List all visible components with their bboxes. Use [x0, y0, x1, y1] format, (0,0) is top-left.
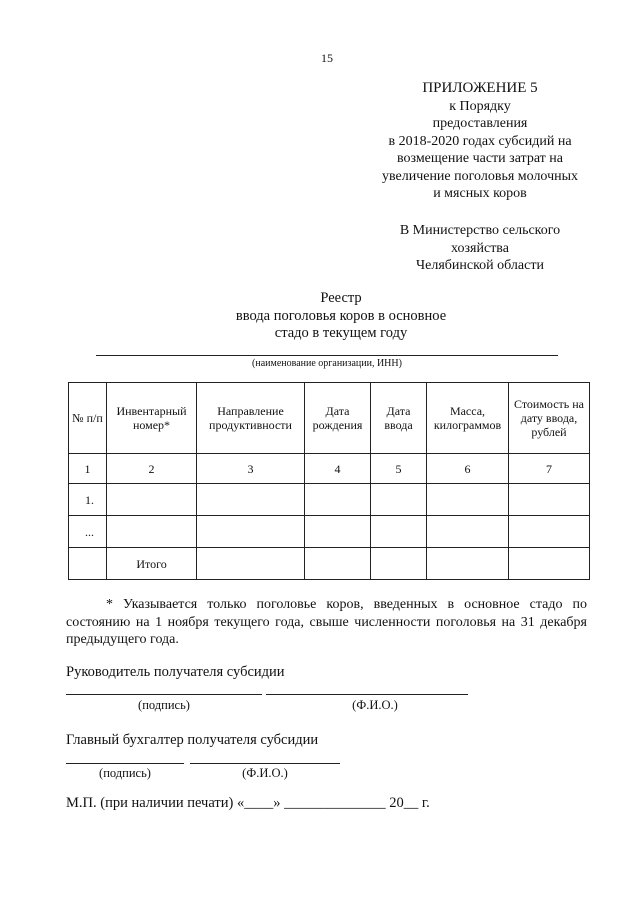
addressee-block [360, 222, 600, 275]
column-number: 6 [427, 454, 509, 484]
column-number-row [69, 454, 590, 484]
column-number: 3 [197, 454, 305, 484]
column-number: 5 [371, 454, 427, 484]
table-cell[interactable] [107, 484, 197, 516]
total-label: Итого [107, 548, 197, 580]
addressee-line: Челябинской области [416, 258, 544, 273]
table-cell[interactable] [371, 548, 427, 580]
header-cell: Дата ввода [371, 383, 427, 454]
header-cell: Стоимость на дату ввода, рублей [509, 383, 590, 454]
head-signature-label: Руководитель получателя субсидии [66, 664, 285, 680]
column-number: 2 [107, 454, 197, 484]
appendix-line: возмещение части затрат на [396, 151, 564, 166]
organization-caption: (наименование организации, ИНН) [252, 358, 402, 369]
table-cell[interactable] [427, 516, 509, 548]
table-cell: 1. [69, 484, 107, 516]
organization-fill-line[interactable] [96, 355, 558, 356]
column-number: 1 [69, 454, 107, 484]
head-name-line[interactable] [266, 694, 468, 695]
header-cell: Масса, килограммов [427, 383, 509, 454]
table-cell[interactable] [427, 484, 509, 516]
table-cell[interactable] [305, 516, 371, 548]
header-cell: Инвентарный номер* [107, 383, 197, 454]
appendix-line: к Порядку [449, 98, 511, 114]
document-title-line: ввода поголовья коров в основное [235, 307, 447, 324]
table-cell[interactable] [197, 516, 305, 548]
signature-caption: (подпись) [99, 766, 151, 780]
table-row [69, 516, 590, 548]
header-cell: Направление продуктивности [197, 383, 305, 454]
table-cell[interactable] [371, 484, 427, 516]
addressee-line: В Министерство сельского [399, 223, 561, 238]
stamp-date-line: М.П. (при наличии печати) «____» ______________ 20__ г. [66, 795, 430, 811]
table-cell[interactable] [107, 516, 197, 548]
appendix-line: и мясных коров [433, 186, 527, 201]
table-header-row [69, 383, 590, 454]
table-cell[interactable] [509, 548, 590, 580]
header-cell: Дата рождения [305, 383, 371, 454]
table-cell[interactable] [509, 516, 590, 548]
name-caption: (Ф.И.О.) [352, 698, 398, 712]
appendix-line: предоставления [432, 116, 528, 131]
column-number: 7 [509, 454, 590, 484]
appendix-header [360, 80, 600, 203]
table-cell[interactable] [197, 484, 305, 516]
head-signature-line[interactable] [66, 694, 262, 695]
signature-caption: (подпись) [138, 698, 190, 712]
accountant-name-line[interactable] [190, 763, 340, 764]
table-cell[interactable] [371, 516, 427, 548]
accountant-signature-line[interactable] [66, 763, 184, 764]
appendix-line: увеличение поголовья молочных [381, 168, 579, 184]
appendix-title: ПРИЛОЖЕНИЕ 5 [422, 80, 538, 96]
registry-table [68, 382, 590, 580]
document-title-line: стадо в текущем году [274, 325, 408, 341]
table-cell[interactable] [427, 548, 509, 580]
total-row [69, 548, 590, 580]
accountant-signature-label: Главный бухгалтер получателя субсидии [66, 732, 319, 748]
document-title [180, 290, 502, 343]
table-cell[interactable] [509, 484, 590, 516]
table-cell[interactable] [197, 548, 305, 580]
table-cell[interactable] [305, 484, 371, 516]
header-cell: № п/п [69, 383, 107, 454]
document-title-line: Реестр [320, 290, 362, 306]
table-cell[interactable] [305, 548, 371, 580]
footnote: * Указывается только поголовье коров, введенных в основное стадо по состоянию на 1 ноября текущего года, свыше численности поголовья на 31 декабря предыдущего года. [66, 597, 587, 647]
table-cell: ... [69, 516, 107, 548]
name-caption: (Ф.И.О.) [242, 766, 288, 780]
column-number: 4 [305, 454, 371, 484]
table-row [69, 484, 590, 516]
addressee-line: хозяйства [451, 240, 509, 256]
page-number: 15 [321, 51, 333, 65]
appendix-line: в 2018-2020 годах субсидий на [388, 133, 572, 149]
table-cell [69, 548, 107, 580]
